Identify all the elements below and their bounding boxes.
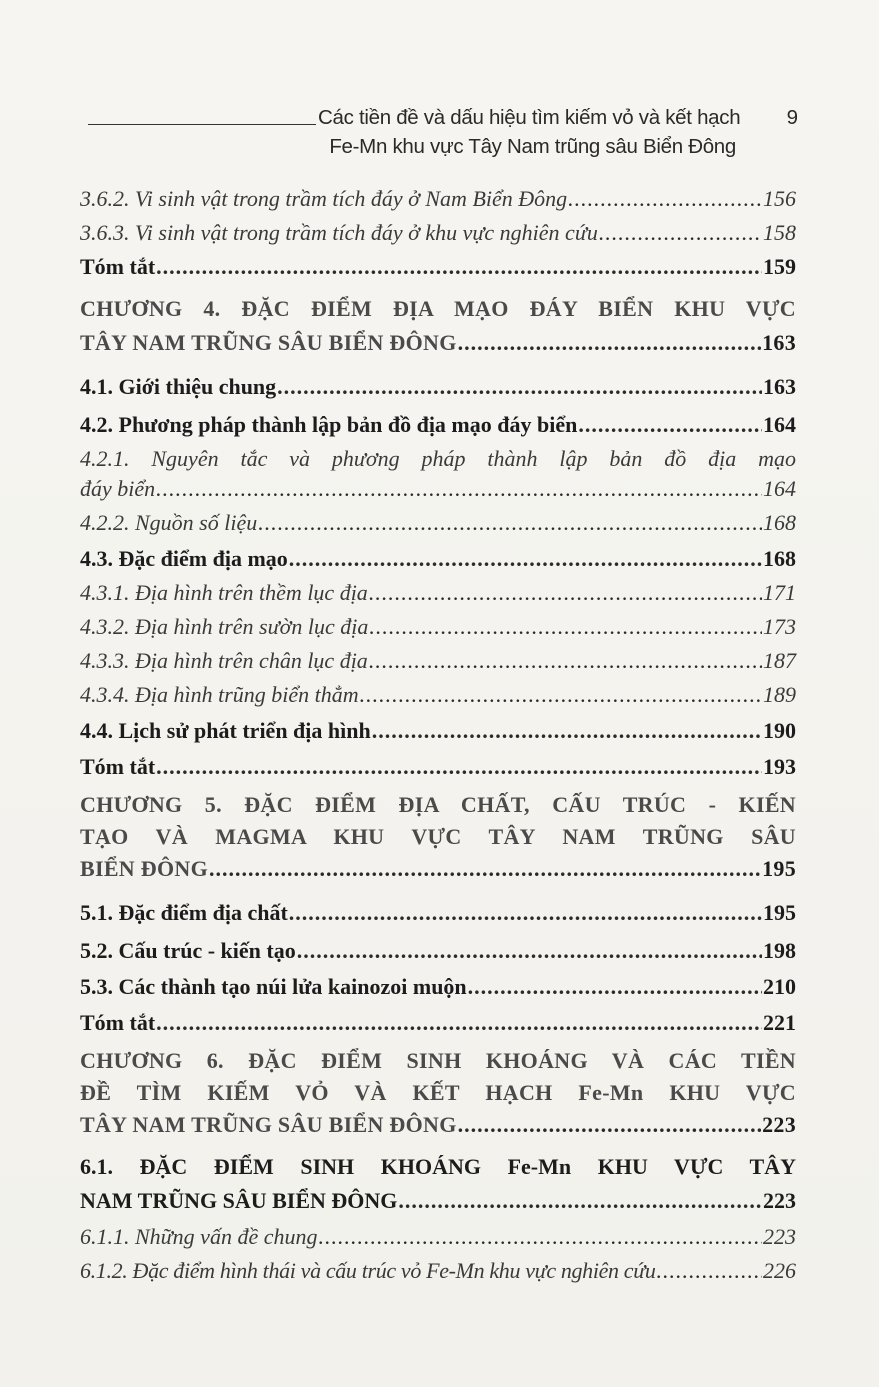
toc-entry-page: 163: [763, 374, 796, 399]
toc-entry-4-3[interactable]: [80, 546, 796, 580]
toc-entry-page: 223: [763, 1188, 796, 1213]
toc-entry-page: 163: [762, 330, 796, 355]
leader-dots: [657, 1258, 762, 1284]
toc-entry-4-3-3[interactable]: [80, 648, 796, 682]
toc-entry-page: 223: [763, 1224, 796, 1249]
toc-entry-page: 226: [763, 1258, 796, 1283]
toc-entry-page: 195: [763, 900, 796, 925]
toc-entry-page: 159: [763, 254, 796, 279]
toc-entry-page: 195: [762, 856, 796, 881]
toc-entry-6-1-2[interactable]: [80, 1258, 796, 1292]
leader-dots: [258, 510, 762, 536]
leader-dots: [209, 856, 761, 882]
toc-entry-label: 3.6.2. Vi sinh vật trong trầm tích đáy ở Nam Biển Đông: [80, 186, 568, 211]
leader-dots: [398, 1188, 762, 1214]
leader-dots: [568, 186, 762, 212]
toc-entry-page: 210: [763, 974, 796, 999]
toc-entry-page: 164: [763, 412, 796, 437]
leader-dots: [458, 330, 761, 356]
toc-entry-chapter-4[interactable]: [80, 296, 796, 374]
toc-entry-chapter-5[interactable]: [80, 792, 796, 900]
toc-entry-label: 5.1. Đặc điểm địa chất: [80, 900, 288, 925]
toc-entry-page: 190: [763, 718, 796, 743]
toc-entry-page: 156: [763, 186, 796, 211]
toc-entry-page: 168: [763, 510, 796, 535]
toc-entry-label: 4.2.2. Nguồn số liệu: [80, 510, 258, 535]
toc-entry-heading-line: 6.1. ĐẶC ĐIỂM SINH KHOÁNG Fe-Mn KHU VỰC TÂY: [80, 1154, 796, 1179]
toc-entry-heading-line: ĐỀ TÌM KIẾM VỎ VÀ KẾT HẠCH Fe-Mn KHU VỰC: [80, 1080, 796, 1105]
toc-entry-summary-3[interactable]: [80, 254, 796, 296]
leader-dots: [289, 900, 762, 926]
leader-dots: [156, 754, 762, 780]
header-title-line2: Fe-Mn khu vực Tây Nam trũng sâu Biển Đông: [329, 135, 736, 158]
leader-dots: [289, 546, 762, 572]
leader-dots: [468, 974, 762, 1000]
leader-dots: [318, 1224, 762, 1250]
toc-entry-page: 189: [763, 682, 796, 707]
toc-entry-label: TÂY NAM TRŨNG SÂU BIỂN ĐÔNG: [80, 1112, 457, 1137]
toc-entry-heading-line: CHƯƠNG 6. ĐẶC ĐIỂM SINH KHOÁNG VÀ CÁC TIỀN: [80, 1048, 796, 1073]
toc-entry-page: 164: [763, 476, 796, 501]
running-header: [80, 100, 800, 170]
toc-entry-summary-4[interactable]: [80, 754, 796, 792]
toc-entry-4-3-1[interactable]: [80, 580, 796, 614]
header-rule: [88, 124, 316, 125]
toc-entry-label: Tóm tắt: [80, 1010, 156, 1035]
leader-dots: [369, 648, 762, 674]
toc-entry-3-6-2[interactable]: [80, 186, 796, 220]
toc-entry-heading-line: 4.2.1. Nguyên tắc và phương pháp thành lập bản đồ địa mạo: [80, 446, 796, 471]
toc-entry-label: 5.2. Cấu trúc - kiến tạo: [80, 938, 296, 963]
header-title-line1: Các tiền đề và dấu hiệu tìm kiếm vỏ và kết hạch: [318, 106, 741, 129]
leader-dots: [372, 718, 762, 744]
toc-entry-label: 4.3. Đặc điểm địa mạo: [80, 546, 288, 571]
toc-entry-chapter-6[interactable]: [80, 1048, 796, 1154]
table-of-contents: [80, 186, 796, 1292]
toc-entry-5-3[interactable]: [80, 974, 796, 1010]
toc-entry-page: 223: [762, 1112, 796, 1137]
leader-dots: [156, 1010, 762, 1036]
toc-entry-page: 193: [763, 754, 796, 779]
toc-entry-label: 6.1.1. Những vấn đề chung: [80, 1224, 318, 1249]
leader-dots: [360, 682, 762, 708]
toc-entry-label: 4.4. Lịch sử phát triển địa hình: [80, 718, 371, 743]
toc-entry-label: 4.2. Phương pháp thành lập bản đồ địa mạo đáy biển: [80, 412, 578, 437]
toc-entry-label: Tóm tắt: [80, 254, 156, 279]
leader-dots: [369, 614, 762, 640]
toc-entry-label: TÂY NAM TRŨNG SÂU BIỂN ĐÔNG: [80, 330, 457, 355]
toc-entry-4-2[interactable]: [80, 412, 796, 446]
toc-entry-page: 158: [763, 220, 796, 245]
leader-dots: [277, 374, 762, 400]
toc-entry-page: 198: [763, 938, 796, 963]
toc-entry-label: 3.6.3. Vi sinh vật trong trầm tích đáy ở khu vực nghiên cứu: [80, 220, 598, 245]
toc-entry-label: 4.3.3. Địa hình trên chân lục địa: [80, 648, 368, 673]
toc-entry-heading-line: CHƯƠNG 5. ĐẶC ĐIỂM ĐỊA CHẤT, CẤU TRÚC - KIẾN: [80, 792, 796, 817]
toc-entry-heading-line: TẠO VÀ MAGMA KHU VỰC TÂY NAM TRŨNG SÂU: [80, 824, 796, 849]
toc-entry-label: 5.3. Các thành tạo núi lửa kainozoi muộn: [80, 974, 467, 999]
toc-entry-5-2[interactable]: [80, 938, 796, 974]
toc-entry-4-2-1[interactable]: [80, 446, 796, 510]
leader-dots: [369, 580, 762, 606]
toc-entry-label: 6.1.2. Đặc điểm hình thái và cấu trúc vỏ Fe-Mn khu vực nghiên cứu: [80, 1258, 656, 1283]
toc-entry-summary-5[interactable]: [80, 1010, 796, 1048]
toc-entry-label: 4.3.4. Địa hình trũng biển thẳm: [80, 682, 359, 707]
toc-entry-heading-line: CHƯƠNG 4. ĐẶC ĐIỂM ĐỊA MẠO ĐÁY BIỂN KHU VỰC: [80, 296, 796, 321]
toc-entry-4-1[interactable]: [80, 374, 796, 412]
toc-entry-label: NAM TRŨNG SÂU BIỂN ĐÔNG: [80, 1188, 398, 1213]
toc-entry-label: đáy biển: [80, 476, 156, 501]
toc-entry-4-3-2[interactable]: [80, 614, 796, 648]
toc-entry-label: BIỂN ĐÔNG: [80, 856, 208, 881]
toc-entry-4-4[interactable]: [80, 718, 796, 754]
toc-entry-6-1-1[interactable]: [80, 1224, 796, 1258]
toc-entry-page: 168: [763, 546, 796, 571]
toc-entry-4-3-4[interactable]: [80, 682, 796, 718]
toc-entry-page: 173: [763, 614, 796, 639]
toc-entry-label: 4.1. Giới thiệu chung: [80, 374, 277, 399]
leader-dots: [578, 412, 762, 438]
leader-dots: [599, 220, 762, 246]
toc-entry-page: 221: [763, 1010, 796, 1035]
toc-entry-5-1[interactable]: [80, 900, 796, 938]
toc-entry-label: 4.3.2. Địa hình trên sườn lục địa: [80, 614, 369, 639]
toc-entry-4-2-2[interactable]: [80, 510, 796, 546]
toc-entry-label: Tóm tắt: [80, 754, 156, 779]
leader-dots: [297, 938, 762, 964]
toc-entry-page: 171: [763, 580, 796, 605]
toc-entry-label: 4.3.1. Địa hình trên thềm lục địa: [80, 580, 368, 605]
toc-entry-6-1[interactable]: [80, 1154, 796, 1224]
leader-dots: [458, 1112, 761, 1138]
toc-entry-3-6-3[interactable]: [80, 220, 796, 254]
leader-dots: [156, 254, 762, 280]
page-number: 9: [786, 106, 798, 129]
leader-dots: [156, 476, 762, 502]
toc-entry-page: 187: [763, 648, 796, 673]
